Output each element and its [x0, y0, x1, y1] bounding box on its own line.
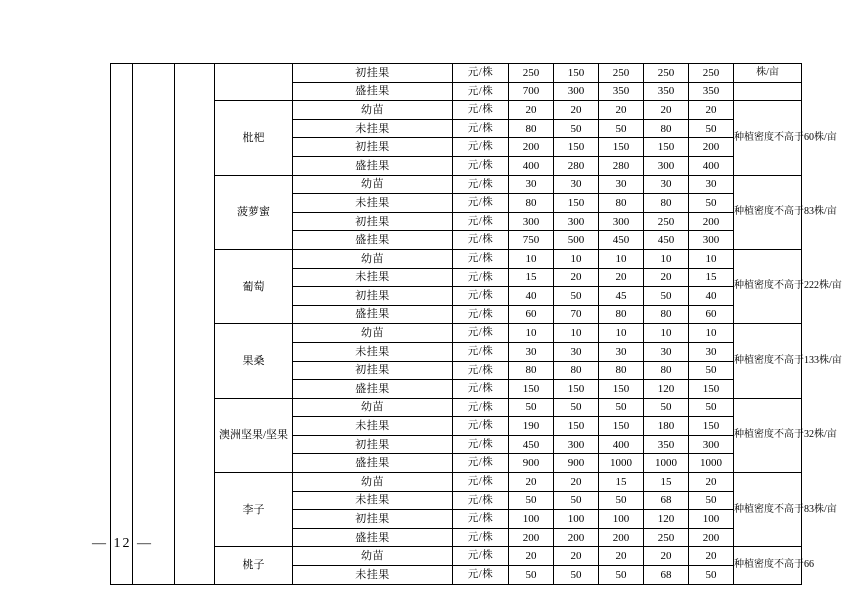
growth-stage-cell: 初挂果: [293, 64, 453, 83]
unit-cell: 元/株: [453, 249, 509, 268]
price-cell: 80: [509, 361, 554, 380]
unit-cell: 元/株: [453, 473, 509, 492]
price-cell: 400: [689, 156, 734, 175]
crop-name-cell: 澳洲坚果/坚果: [215, 398, 293, 472]
growth-stage-cell: 盛挂果: [293, 82, 453, 101]
price-cell: 50: [599, 491, 644, 510]
price-cell: 150: [554, 380, 599, 399]
growth-stage-cell: 初挂果: [293, 138, 453, 157]
unit-cell: 元/株: [453, 82, 509, 101]
price-cell: 30: [599, 342, 644, 361]
price-cell: 20: [599, 101, 644, 120]
growth-stage-cell: 幼苗: [293, 398, 453, 417]
growth-stage-cell: 未挂果: [293, 268, 453, 287]
price-cell: 20: [644, 268, 689, 287]
price-cell: 20: [554, 547, 599, 566]
density-note-cell: 种植密度不高于60株/亩: [734, 101, 802, 175]
growth-stage-cell: 盛挂果: [293, 156, 453, 175]
price-cell: 15: [644, 473, 689, 492]
price-cell: 50: [509, 398, 554, 417]
price-cell: 10: [554, 249, 599, 268]
density-note-cell: 株/亩: [734, 64, 802, 83]
price-cell: 900: [509, 454, 554, 473]
growth-stage-cell: 初挂果: [293, 510, 453, 529]
unit-cell: 元/株: [453, 454, 509, 473]
unit-cell: 元/株: [453, 324, 509, 343]
unit-cell: 元/株: [453, 231, 509, 250]
price-cell: 700: [509, 82, 554, 101]
price-cell: 15: [689, 268, 734, 287]
price-cell: 50: [509, 566, 554, 585]
price-cell: 80: [644, 305, 689, 324]
price-cell: 20: [509, 473, 554, 492]
price-cell: 200: [554, 528, 599, 547]
price-cell: 150: [554, 417, 599, 436]
unit-cell: 元/株: [453, 380, 509, 399]
unit-cell: 元/株: [453, 212, 509, 231]
table-row: [111, 175, 802, 194]
price-cell: 50: [644, 287, 689, 306]
page-number: — 12 —: [92, 536, 153, 551]
price-cell: 20: [509, 101, 554, 120]
price-cell: 50: [554, 119, 599, 138]
crop-name-cell: 菠萝蜜: [215, 175, 293, 249]
price-cell: 300: [554, 212, 599, 231]
price-cell: 280: [554, 156, 599, 175]
density-note-cell: 种植密度不高于222株/亩: [734, 249, 802, 323]
leading-column-1: [111, 64, 133, 585]
price-cell: 10: [644, 324, 689, 343]
price-cell: 250: [644, 212, 689, 231]
unit-cell: 元/株: [453, 361, 509, 380]
price-cell: 250: [599, 64, 644, 83]
price-cell: 50: [689, 491, 734, 510]
table-row: [111, 398, 802, 417]
price-cell: 280: [599, 156, 644, 175]
price-cell: 300: [689, 435, 734, 454]
price-cell: 450: [599, 231, 644, 250]
price-cell: 900: [554, 454, 599, 473]
growth-stage-cell: 盛挂果: [293, 231, 453, 250]
price-cell: 20: [689, 547, 734, 566]
unit-cell: 元/株: [453, 119, 509, 138]
price-cell: 300: [554, 435, 599, 454]
price-cell: 10: [599, 249, 644, 268]
price-cell: 45: [599, 287, 644, 306]
growth-stage-cell: 未挂果: [293, 566, 453, 585]
price-cell: 30: [689, 175, 734, 194]
price-cell: 50: [554, 398, 599, 417]
density-note-cell: 种植密度不高于32株/亩: [734, 398, 802, 472]
price-cell: 150: [554, 194, 599, 213]
price-cell: 20: [599, 268, 644, 287]
price-cell: 250: [509, 64, 554, 83]
growth-stage-cell: 未挂果: [293, 342, 453, 361]
unit-cell: 元/株: [453, 528, 509, 547]
price-cell: 200: [689, 528, 734, 547]
price-cell: 50: [599, 566, 644, 585]
price-cell: 50: [689, 566, 734, 585]
unit-cell: 元/株: [453, 175, 509, 194]
price-cell: 300: [644, 156, 689, 175]
price-cell: 500: [554, 231, 599, 250]
price-cell: 60: [689, 305, 734, 324]
price-cell: 80: [644, 119, 689, 138]
price-cell: 200: [509, 528, 554, 547]
price-cell: 30: [644, 175, 689, 194]
unit-cell: 元/株: [453, 435, 509, 454]
growth-stage-cell: 初挂果: [293, 287, 453, 306]
price-cell: 10: [509, 324, 554, 343]
price-cell: 10: [689, 324, 734, 343]
unit-cell: 元/株: [453, 156, 509, 175]
density-note-cell: 种植密度不高于83株/亩: [734, 473, 802, 547]
price-cell: 150: [509, 380, 554, 399]
price-cell: 100: [689, 510, 734, 529]
growth-stage-cell: 未挂果: [293, 491, 453, 510]
price-cell: 20: [554, 101, 599, 120]
price-cell: 80: [644, 361, 689, 380]
growth-stage-cell: 未挂果: [293, 119, 453, 138]
unit-cell: 元/株: [453, 398, 509, 417]
price-cell: 250: [644, 64, 689, 83]
table-row: [111, 473, 802, 492]
price-cell: 20: [689, 101, 734, 120]
unit-cell: 元/株: [453, 194, 509, 213]
price-cell: 15: [509, 268, 554, 287]
unit-cell: 元/株: [453, 101, 509, 120]
price-cell: 80: [599, 305, 644, 324]
price-cell: 100: [509, 510, 554, 529]
price-cell: 80: [599, 361, 644, 380]
growth-stage-cell: 幼苗: [293, 175, 453, 194]
price-cell: 20: [554, 268, 599, 287]
density-note-cell: 种植密度不高于83株/亩: [734, 175, 802, 249]
price-cell: 20: [554, 473, 599, 492]
unit-cell: 元/株: [453, 547, 509, 566]
table-row: [111, 249, 802, 268]
density-note-cell: 种植密度不高于133株/亩: [734, 324, 802, 398]
price-cell: 80: [509, 194, 554, 213]
price-cell: 70: [554, 305, 599, 324]
price-cell: 50: [689, 119, 734, 138]
price-cell: 30: [554, 175, 599, 194]
price-cell: 30: [644, 342, 689, 361]
price-cell: 400: [509, 156, 554, 175]
unit-cell: 元/株: [453, 64, 509, 83]
price-cell: 300: [509, 212, 554, 231]
price-cell: 40: [509, 287, 554, 306]
price-cell: 20: [599, 547, 644, 566]
price-cell: 200: [599, 528, 644, 547]
price-cell: 30: [554, 342, 599, 361]
price-cell: 350: [644, 435, 689, 454]
price-cell: 150: [599, 138, 644, 157]
price-cell: 50: [689, 361, 734, 380]
growth-stage-cell: 盛挂果: [293, 380, 453, 399]
price-cell: 1000: [644, 454, 689, 473]
compensation-standard-table: [110, 63, 842, 585]
price-cell: 300: [689, 231, 734, 250]
price-cell: 50: [509, 491, 554, 510]
unit-cell: 元/株: [453, 342, 509, 361]
growth-stage-cell: 幼苗: [293, 473, 453, 492]
price-cell: 50: [554, 566, 599, 585]
price-cell: 50: [599, 119, 644, 138]
price-cell: 50: [644, 398, 689, 417]
price-cell: 10: [509, 249, 554, 268]
price-cell: 350: [599, 82, 644, 101]
growth-stage-cell: 幼苗: [293, 249, 453, 268]
growth-stage-cell: 幼苗: [293, 324, 453, 343]
price-cell: 50: [689, 398, 734, 417]
price-cell: 150: [554, 138, 599, 157]
unit-cell: 元/株: [453, 491, 509, 510]
price-cell: 180: [644, 417, 689, 436]
price-cell: 120: [644, 380, 689, 399]
price-cell: 50: [554, 491, 599, 510]
price-cell: 1000: [689, 454, 734, 473]
price-cell: 1000: [599, 454, 644, 473]
crop-name-cell: [215, 64, 293, 101]
growth-stage-cell: 初挂果: [293, 435, 453, 454]
price-cell: 150: [689, 380, 734, 399]
growth-stage-cell: 初挂果: [293, 361, 453, 380]
price-cell: 80: [644, 194, 689, 213]
growth-stage-cell: 盛挂果: [293, 454, 453, 473]
price-cell: 200: [689, 138, 734, 157]
crop-name-cell: 果桑: [215, 324, 293, 398]
price-cell: 350: [689, 82, 734, 101]
price-cell: 190: [509, 417, 554, 436]
price-cell: 450: [644, 231, 689, 250]
growth-stage-cell: 盛挂果: [293, 305, 453, 324]
price-cell: 750: [509, 231, 554, 250]
price-cell: 20: [689, 473, 734, 492]
table-row: [111, 324, 802, 343]
price-cell: 300: [599, 212, 644, 231]
unit-cell: 元/株: [453, 268, 509, 287]
growth-stage-cell: 未挂果: [293, 194, 453, 213]
unit-cell: 元/株: [453, 417, 509, 436]
price-cell: 30: [689, 342, 734, 361]
price-cell: 80: [509, 119, 554, 138]
unit-cell: 元/株: [453, 566, 509, 585]
leading-column-2: [133, 64, 175, 585]
price-cell: 20: [509, 547, 554, 566]
unit-cell: 元/株: [453, 510, 509, 529]
price-cell: 40: [689, 287, 734, 306]
price-cell: 150: [599, 380, 644, 399]
growth-stage-cell: 盛挂果: [293, 528, 453, 547]
price-cell: 150: [599, 417, 644, 436]
price-cell: 200: [509, 138, 554, 157]
price-cell: 400: [599, 435, 644, 454]
table-row: [111, 547, 802, 566]
price-cell: 150: [554, 64, 599, 83]
price-cell: 100: [599, 510, 644, 529]
price-cell: 350: [644, 82, 689, 101]
growth-stage-cell: 幼苗: [293, 547, 453, 566]
price-cell: 50: [554, 287, 599, 306]
price-cell: 450: [509, 435, 554, 454]
price-cell: 60: [509, 305, 554, 324]
price-cell: 10: [689, 249, 734, 268]
growth-stage-cell: 未挂果: [293, 417, 453, 436]
price-cell: 250: [644, 528, 689, 547]
density-note-cell: [734, 82, 802, 101]
table-row: [111, 64, 802, 83]
crop-name-cell: 葡萄: [215, 249, 293, 323]
price-cell: 150: [689, 417, 734, 436]
crop-name-cell: 枇杷: [215, 101, 293, 175]
leading-column-3: [175, 64, 215, 585]
crop-price-table: [110, 63, 842, 585]
price-cell: 15: [599, 473, 644, 492]
table-row: [111, 101, 802, 120]
price-cell: 200: [689, 212, 734, 231]
price-cell: 20: [644, 101, 689, 120]
unit-cell: 元/株: [453, 138, 509, 157]
growth-stage-cell: 幼苗: [293, 101, 453, 120]
price-cell: 120: [644, 510, 689, 529]
price-cell: 10: [554, 324, 599, 343]
price-cell: 100: [554, 510, 599, 529]
price-cell: 68: [644, 566, 689, 585]
price-cell: 30: [509, 175, 554, 194]
price-cell: 20: [644, 547, 689, 566]
unit-cell: 元/株: [453, 305, 509, 324]
price-cell: 150: [644, 138, 689, 157]
price-cell: 80: [554, 361, 599, 380]
price-cell: 300: [554, 82, 599, 101]
price-cell: 50: [599, 398, 644, 417]
crop-name-cell: 桃子: [215, 547, 293, 584]
price-cell: 250: [689, 64, 734, 83]
price-cell: 10: [599, 324, 644, 343]
growth-stage-cell: 初挂果: [293, 212, 453, 231]
price-cell: 50: [689, 194, 734, 213]
price-cell: 10: [644, 249, 689, 268]
unit-cell: 元/株: [453, 287, 509, 306]
price-cell: 30: [599, 175, 644, 194]
crop-name-cell: 李子: [215, 473, 293, 547]
price-cell: 30: [509, 342, 554, 361]
price-cell: 80: [599, 194, 644, 213]
density-note-cell: 种植密度不高于66: [734, 547, 802, 584]
price-cell: 68: [644, 491, 689, 510]
table-body: [111, 64, 842, 585]
